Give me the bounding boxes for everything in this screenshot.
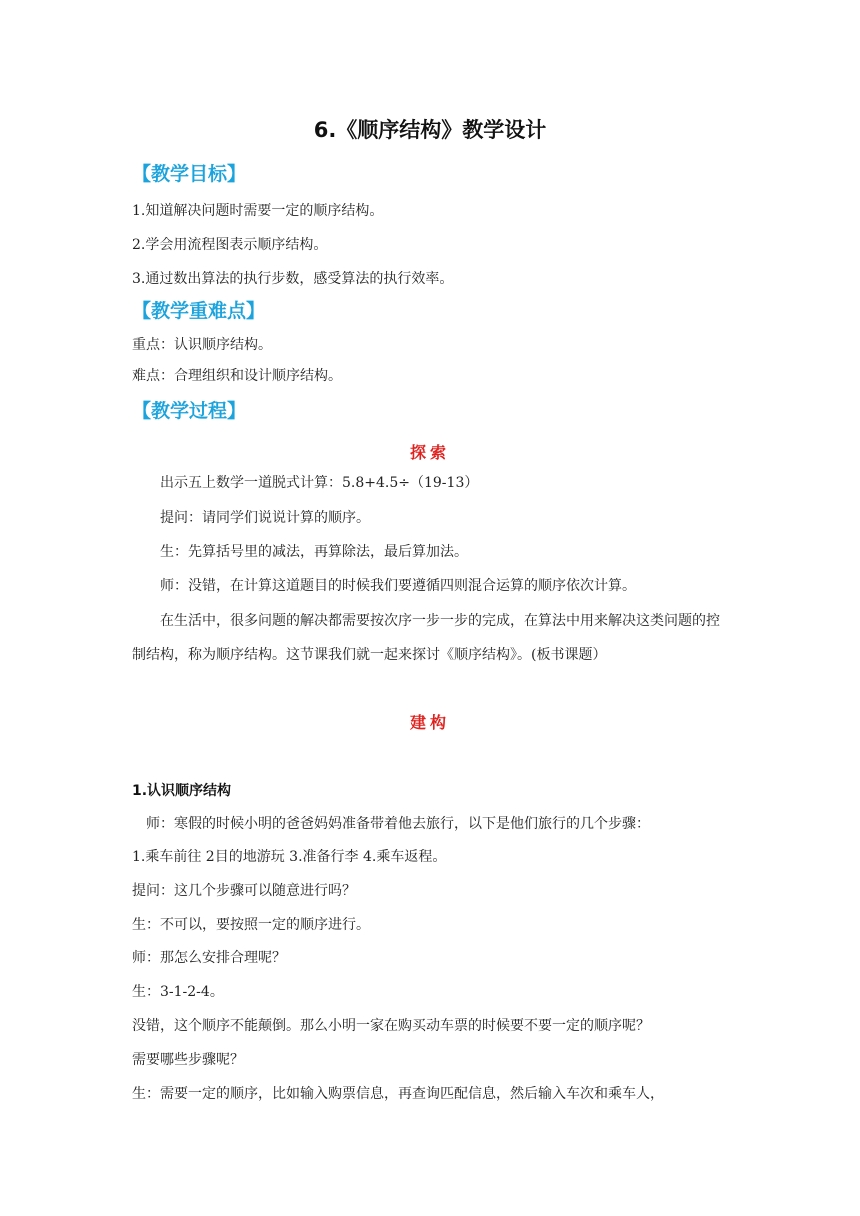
page-title: 6.《顺序结构》教学设计 (313, 118, 547, 142)
process-heading: 【教学过程】 (132, 400, 247, 422)
construct-line-8: 生：需要一定的顺序，比如输入购票信息，再查询匹配信息，然后输入车次和乘车人， (132, 1086, 664, 1102)
explore-line-1: 出示五上数学一道脱式计算：5.8+4.5÷（19-13） (160, 475, 479, 491)
construct-line-6: 没错，这个顺序不能颠倒。那么小明一家在购买动车票的时候要不要一定的顺序呢？ (132, 1018, 650, 1034)
construct-line-4: 师：那怎么安排合理呢？ (132, 950, 286, 966)
construct-line-7: 需要哪些步骤呢？ (132, 1052, 244, 1068)
construct-line-1: 1.乘车前往 2目的地游玩 3.准备行李 4.乘车返程。 (132, 849, 447, 865)
key-points-heading: 【教学重难点】 (132, 300, 266, 322)
construct-subheading: 1.认识顺序结构 (132, 783, 232, 799)
explore-line-4: 师：没错，在计算这道题目的时候我们要遵循四则混合运算的顺序依次计算。 (160, 578, 636, 594)
construct-heading: 建构 (409, 713, 450, 732)
construct-line-3: 生：不可以，要按照一定的顺序进行。 (132, 917, 370, 933)
construct-teacher-line: 师：寒假的时候小明的爸爸妈妈准备带着他去旅行，以下是他们旅行的几个步骤： (146, 816, 650, 832)
objective-item-2: 2.学会用流程图表示顺序结构。 (132, 237, 328, 253)
key-point-item-2: 难点：合理组织和设计顺序结构。 (132, 368, 342, 384)
explore-paragraph: 在生活中，很多问题的解决都需要按次序一步一步的完成，在算法中用来解决这类问题的控制结构，称为顺序结构。这节课我们就一起来探讨《顺序结构》。(板书课题） (132, 613, 720, 663)
construct-line-2: 提问：这几个步骤可以随意进行吗？ (132, 883, 356, 899)
explore-line-2: 提问：请同学们说说计算的顺序。 (160, 510, 370, 526)
construct-line-5: 生：3-1-2-4。 (132, 984, 224, 1000)
objective-item-3: 3.通过数出算法的执行步数，感受算法的执行效率。 (132, 271, 454, 287)
key-point-item-1: 重点：认识顺序结构。 (132, 337, 272, 353)
explore-line-3: 生：先算括号里的减法，再算除法，最后算加法。 (160, 544, 468, 560)
explore-heading: 探索 (409, 443, 450, 462)
objective-item-1: 1.知道解决问题时需要一定的顺序结构。 (132, 203, 384, 219)
objectives-heading: 【教学目标】 (132, 163, 247, 185)
